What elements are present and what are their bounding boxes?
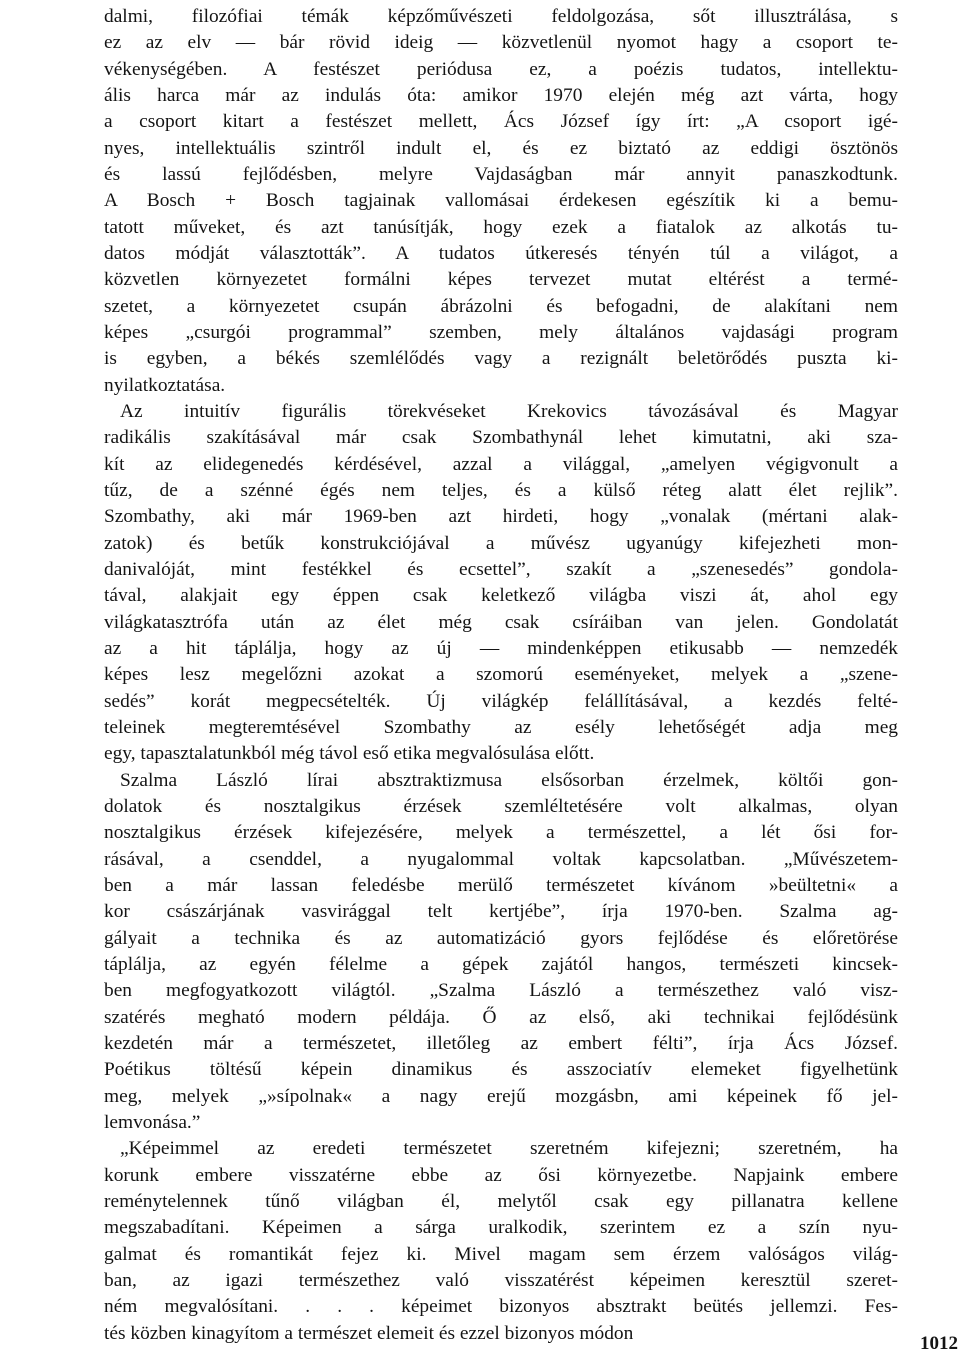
text-line: datos módját választották”. A tudatos útkeresés tényén túl a világot, a xyxy=(104,243,898,264)
text-line: is egyben, a békés szemlélődés vagy a rezignált beletörődés puszta ki- xyxy=(104,348,898,369)
text-line: sedés” korát megpecsételték. Új világkép felállításával, a kezdés felté- xyxy=(104,691,898,712)
text-line: ez az elv — bár rövid ideig — közvetlenül nyomot hagy a csoport te- xyxy=(104,32,898,53)
text-line: a csoport kitart a festészet mellett, Ács József így írt: „A csoport igé- xyxy=(104,111,898,132)
text-line: „Képeimmel az eredeti természetet szeretném kifejezni; szeretném, ha xyxy=(120,1138,898,1159)
text-line: Poétikus töltésű képein dinamikus és asszociatív elemeket figyelhetünk xyxy=(104,1059,898,1080)
text-line: megszabadítani. Képeimen a sárga uralkodik, szerintem ez a szín nyu- xyxy=(104,1217,898,1238)
text-line: ban, az igazi természethez való visszatérést képeimen keresztül szeret- xyxy=(104,1270,898,1291)
text-line: lemvonása.” xyxy=(104,1112,201,1133)
text-line: vékenységében. A festészet periódusa ez, a poézis tudatos, intellektu- xyxy=(104,59,898,80)
text-line: kít az elidegenedés kérdésével, azzal a világgal, „amelyen végigvonult a xyxy=(104,454,898,475)
text-line: tával, alakjait egy éppen csak keletkező világba viszi át, ahol egy xyxy=(104,585,898,606)
text-line: korunk embere visszatérne ebbe az ősi környezetbe. Napjaink embere xyxy=(104,1165,898,1186)
text-line: nosztalgikus érzések kifejezésére, melyek a természettel, a lét ősi for- xyxy=(104,822,898,843)
text-line: danivalóját, mint festékkel és ecsettel”, szakít a „szenesedés” gondola- xyxy=(104,559,898,580)
text-line: reménytelennek tűnő világban él, melytől csak egy pillanatra kellene xyxy=(104,1191,898,1212)
text-line: nyilatkoztatása. xyxy=(104,375,226,396)
text-line: és lassú fejlődésben, melyre Vajdaságban már annyit panaszkodtunk. xyxy=(104,164,898,185)
text-line: ben a már lassan feledésbe merülő természetet kívánom »beültetni« a xyxy=(104,875,898,896)
text-line: dolatok és nosztalgikus érzések szemléltetésére volt alkalmas, olyan xyxy=(104,796,898,817)
text-line: képes „csurgói programmal” szemben, mely általános vajdasági program xyxy=(104,322,898,343)
text-line: táplálja, az egyén félelme a gépek zajától hangos, természeti kincsek- xyxy=(104,954,898,975)
text-line: közvetlen környezetet formálni képes tervezet mutat eltérést a termé- xyxy=(104,269,898,290)
page-number: 1012 xyxy=(920,1333,958,1354)
text-line: tűz, de a szénné égés nem teljes, és a külső réteg alatt élet rejlik”. xyxy=(104,480,898,501)
text-line: Szalma László lírai absztraktizmusa elsősorban érzelmek, költői gon- xyxy=(120,770,898,791)
text-line: képes lesz megelőzni azokat a szomorú eseményeket, melyek a „szene- xyxy=(104,664,898,685)
text-line: egy, tapasztalatunkból még távol eső etika megvalósulása előtt. xyxy=(104,743,595,764)
text-line: zatok) és betűk konstrukciójával a művész ugyanúgy kifejezheti mon- xyxy=(104,533,898,554)
text-line: Szombathy, aki már 1969-ben azt hirdeti, hogy „vonalak (mértani alak- xyxy=(104,506,898,527)
text-line: A Bosch + Bosch tagjainak vallomásai érdekesen egészítik ki a bemu- xyxy=(104,190,898,211)
text-line: nyes, intellektuális szintről indult el, és ez biztató az eddigi ösztönös xyxy=(104,138,898,159)
text-line: kor császárjának vasvirággal telt kertjébe”, írja 1970-ben. Szalma ag- xyxy=(104,901,898,922)
text-line: dalmi, filozófiai témák képzőművészeti feldolgozása, sőt illusztrálása, s xyxy=(104,6,898,27)
text-line: meg, melyek „»sípolnak« a nagy erejű mozgásbn, ami képeinek fő jel- xyxy=(104,1086,898,1107)
text-line: tatott műveket, és azt tanúsítják, hogy ezek a fiatalok az alkotás tu- xyxy=(104,217,898,238)
text-line: ális harca már az indulás óta: amikor 1970 elején még azt várta, hogy xyxy=(104,85,898,106)
text-line: szatérés megható modern példája. Ő az első, aki technikai fejlődésünk xyxy=(104,1007,898,1028)
text-line: galmat és romantikát fejez ki. Mivel magam sem érzem valóságos világ- xyxy=(104,1244,898,1265)
text-line: rásával, a csenddel, a nyugalommal voltak kapcsolatban. „Művészetem- xyxy=(104,849,898,870)
text-line: ben megfogyatkozott világtól. „Szalma László a természethez való visz- xyxy=(104,980,898,1001)
text-line: teleinek megteremtésével Szombathy az esély lehetőségét adja meg xyxy=(104,717,898,738)
text-line: világkatasztrófa után az élet még csak csíráiban van jelen. Gondolatát xyxy=(104,612,898,633)
text-line: kezdetén már a természetet, illetőleg az embert félti”, írja Ács József. xyxy=(104,1033,898,1054)
text-line: gályait a technika és az automatizáció gyors fejlődése és előretörése xyxy=(104,928,898,949)
text-line: ném megvalósítani. . . . képeimet bizonyos absztrakt beütés jellemzi. Fes- xyxy=(104,1296,898,1317)
text-line: az a hit táplálja, hogy az új — mindenképpen etikusabb — nemzedék xyxy=(104,638,898,659)
text-line: radikális szakításával már csak Szombathynál lehet kimutatni, aki sza- xyxy=(104,427,898,448)
text-line: szetet, a környezetet csupán ábrázolni és befogadni, de alakítani nem xyxy=(104,296,898,317)
text-line: tés közben kinagyítom a természet elemeit és ezzel bizonyos módon xyxy=(104,1323,634,1344)
text-line: Az intuitív figurális törekvéseket Krekovics távozásával és Magyar xyxy=(120,401,898,422)
